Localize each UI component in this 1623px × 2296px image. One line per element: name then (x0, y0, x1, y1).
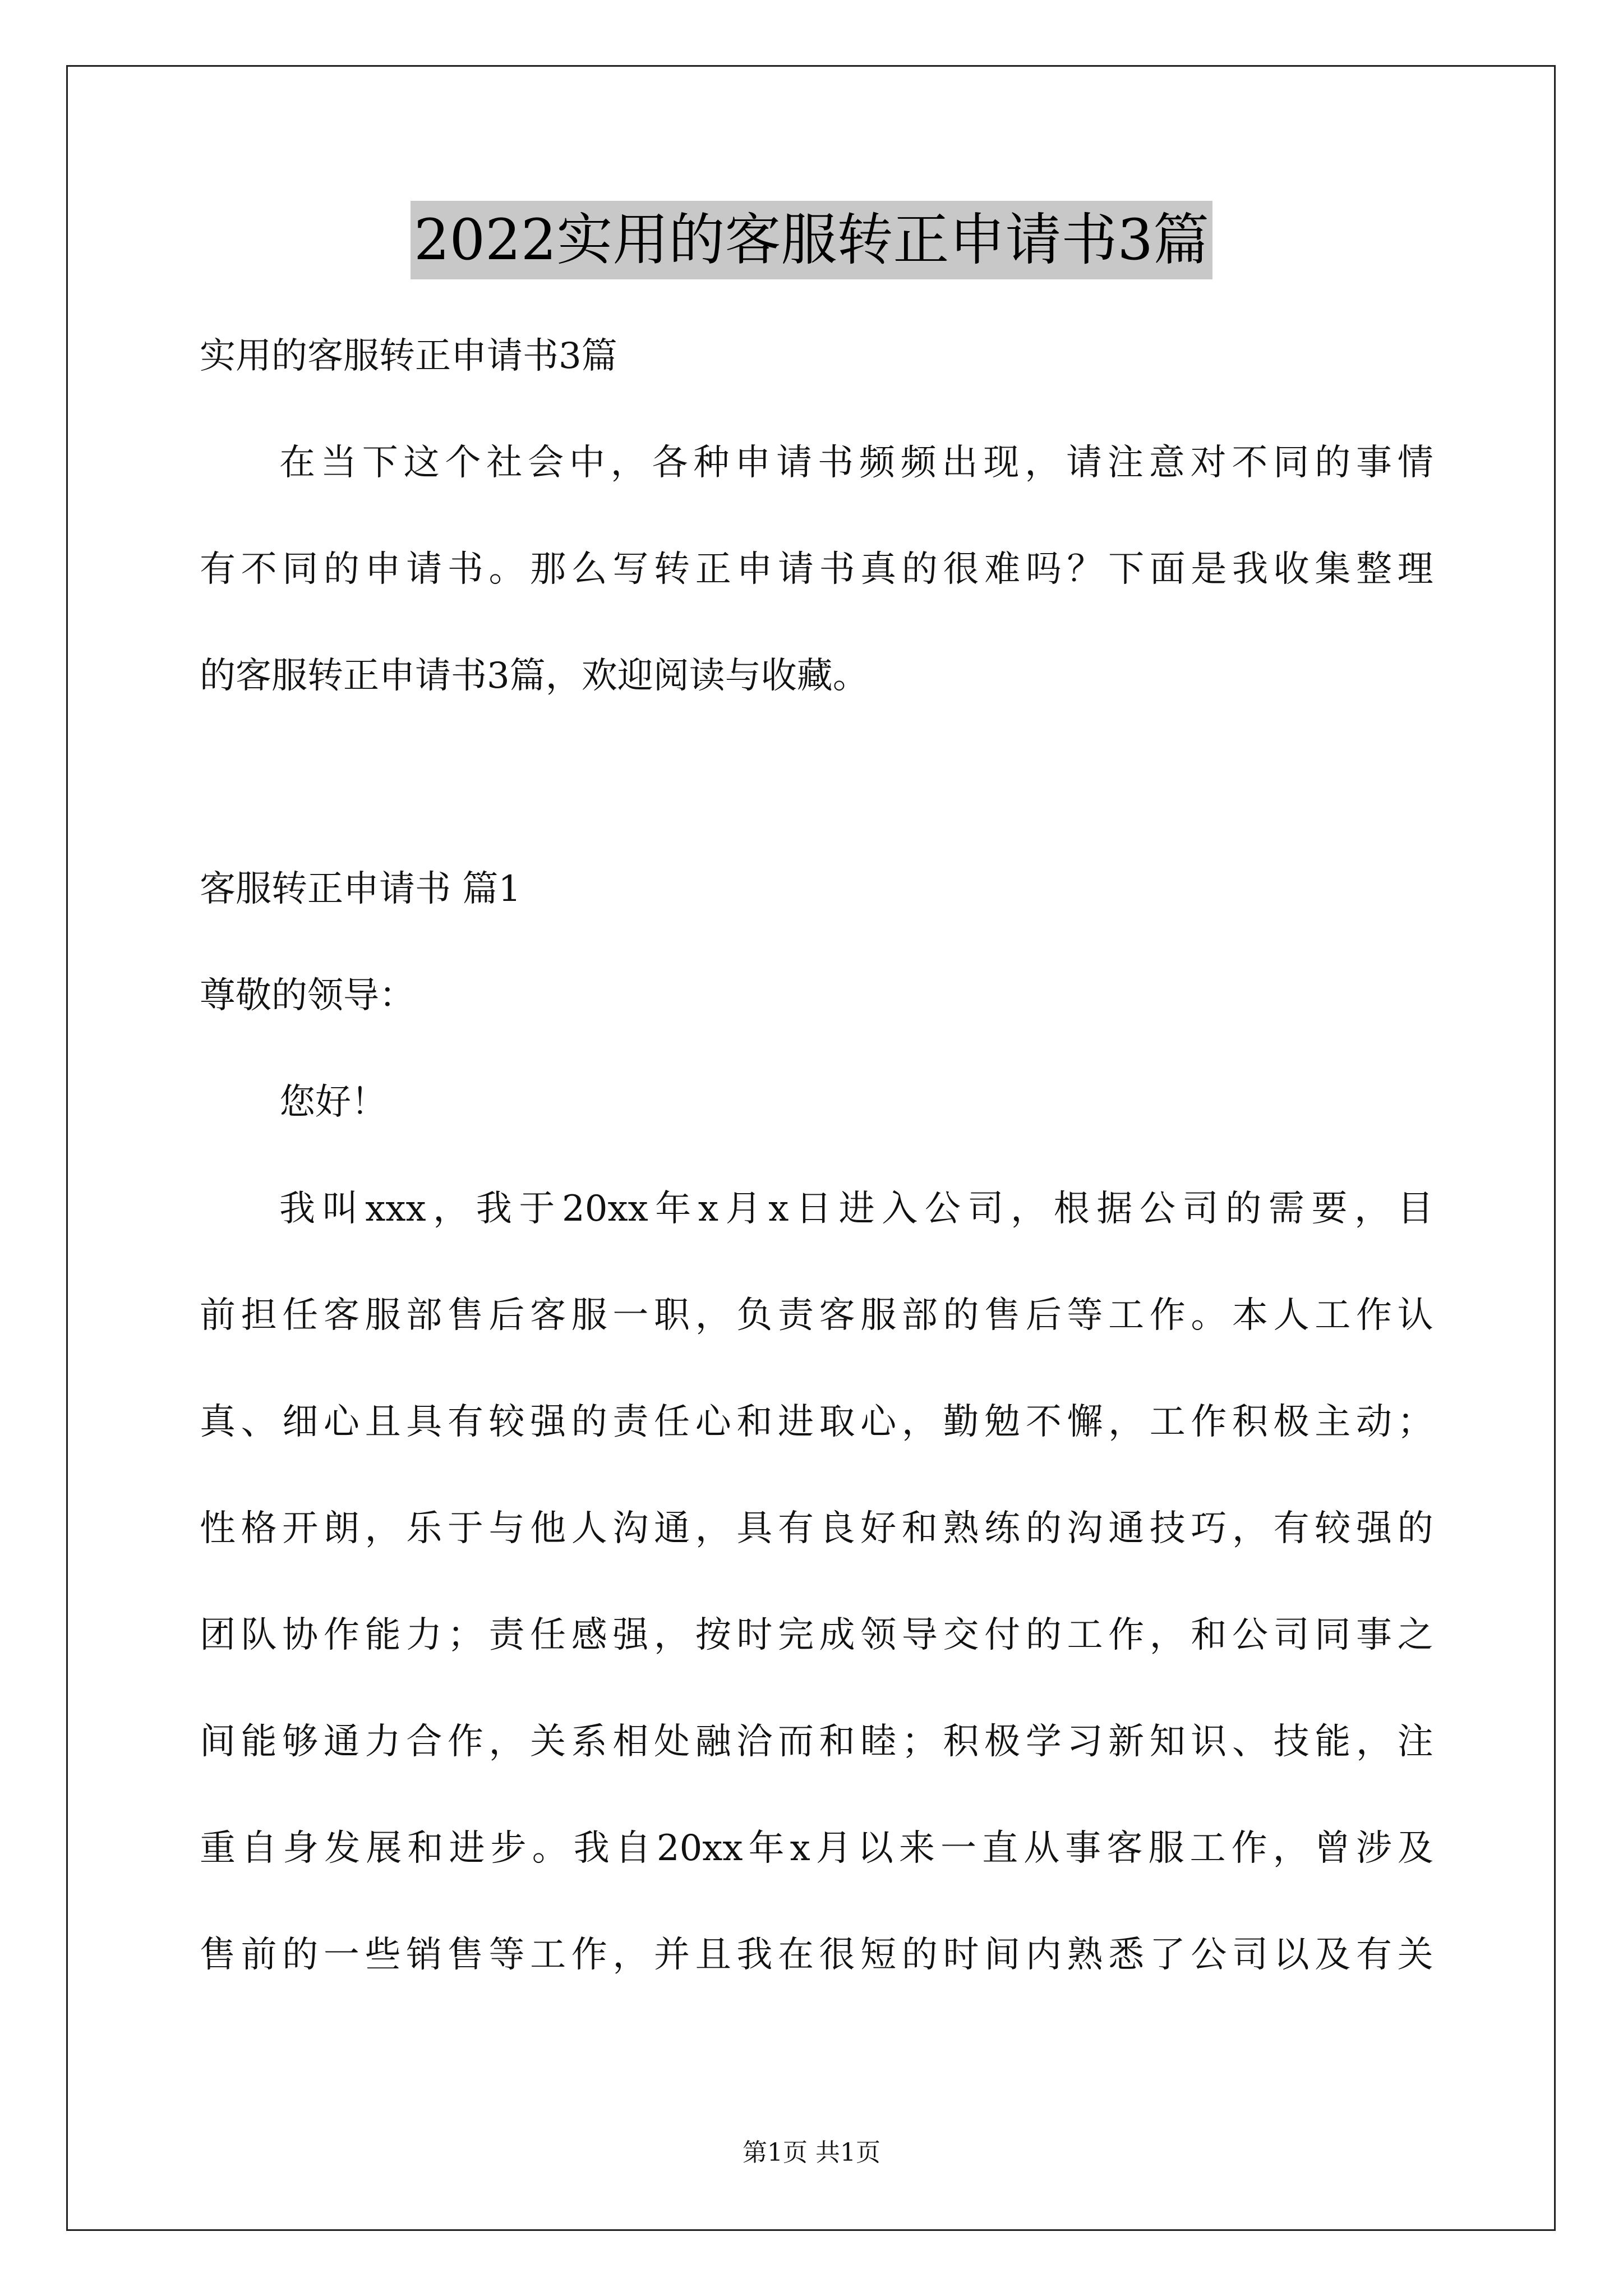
body-line: 前 担 任 客 服 部 售 后 客 服 一 职 ， 负 责 客 服 部 的 售 后 等 工 作 。 本 人 工 作 认 (200, 1295, 1433, 1336)
body-line: 真 、 细 心 且 具 有 较 强 的 责 任 心 和 进 取 心 ， 勤 勉 不 懈 ， 工 作 积 极 主 动 ； (200, 1401, 1433, 1443)
intro-line: 在 当 下 这 个 社 会 中 ， 各 种 申 请 书 频 频 出 现 ， 请 注 意 对 不 同 的 事 情 (279, 442, 1433, 484)
body-line: 我 叫 xxx ， 我 于 20xx 年 x 月 x 日 进 入 公 司 ， 根 据 公 司 的 需 要 ， 目 (279, 1188, 1433, 1230)
document-subtitle: 实用的客服转正申请书3篇 (200, 335, 617, 377)
page-footer: 第1页 共1页 (743, 2138, 880, 2167)
body-line: 重 自 身 发 展 和 进 步 。 我 自 20xx 年 x 月 以 来 一 直 从 事 客 服 工 作 ， 曾 涉 及 (200, 1828, 1433, 1869)
title-container (0, 201, 1623, 279)
document-title: 2022实用的客服转正申请书3篇 (411, 201, 1212, 279)
paragraph-spacer (200, 729, 1433, 836)
intro-line: 的客服转正申请书3篇，欢迎阅读与收藏。 (200, 655, 869, 697)
salutation: 尊敬的领导： (200, 975, 415, 1016)
body-line: 售 前 的 一 些 销 售 等 工 作 ， 并 且 我 在 很 短 的 时 间 内 熟 悉 了 公 司 以 及 有 关 (200, 1934, 1433, 1976)
greeting: 您好！ (279, 1082, 387, 1123)
body-line: 间 能 够 通 力 合 作 ， 关 系 相 处 融 洽 而 和 睦 ； 积 极 学 习 新 知 识 、 技 能 ， 注 (200, 1721, 1433, 1763)
body-line: 团 队 协 作 能 力 ； 责 任 感 强 ， 按 时 完 成 领 导 交 付 的 工 作 ， 和 公 司 同 事 之 (200, 1614, 1433, 1656)
section-heading: 客服转正申请书 篇1 (200, 868, 522, 910)
body-line: 性 格 开 朗 ， 乐 于 与 他 人 沟 通 ， 具 有 良 好 和 熟 练 的 沟 通 技 巧 ， 有 较 强 的 (200, 1508, 1433, 1549)
intro-line: 有 不 同 的 申 请 书 。 那 么 写 转 正 申 请 书 真 的 很 难 吗 ？ 下 面 是 我 收 集 整 理 (200, 549, 1433, 590)
document-body (200, 303, 1433, 2008)
